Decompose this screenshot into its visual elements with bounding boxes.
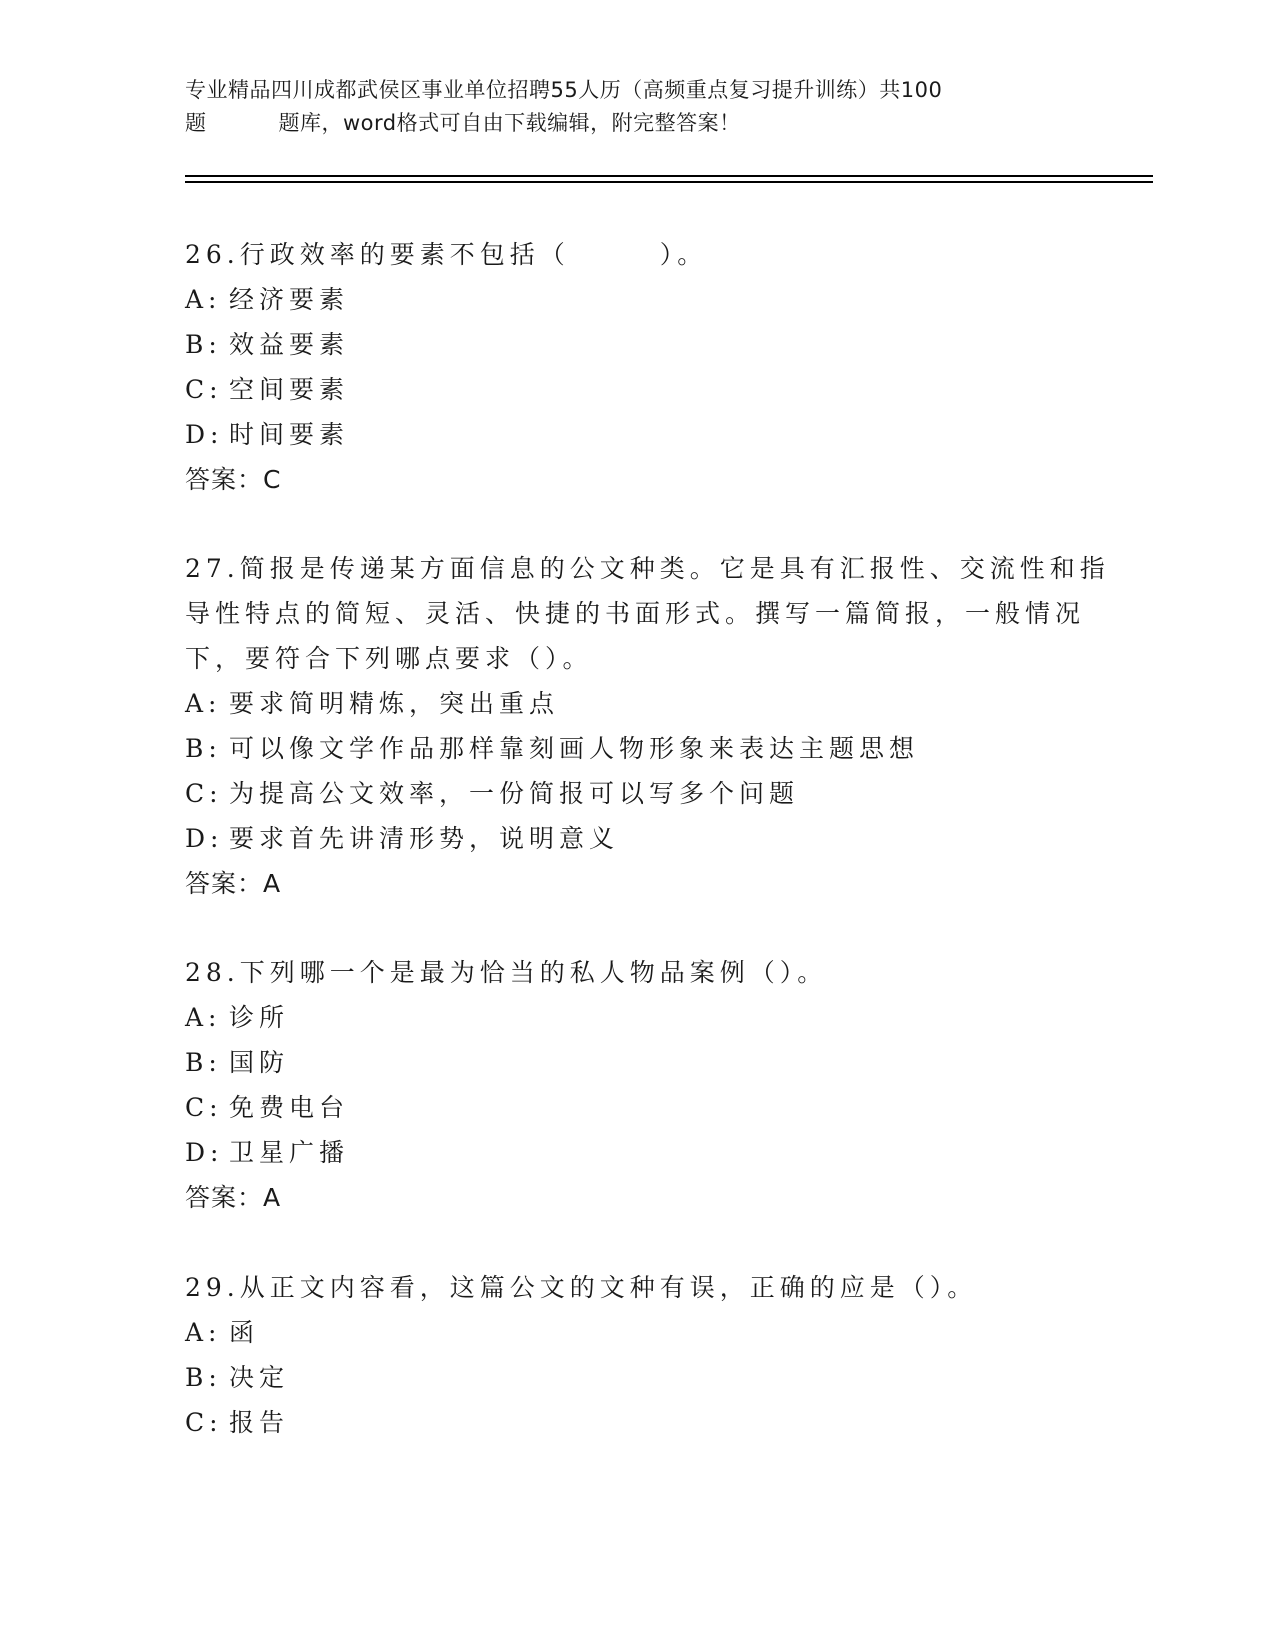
option-key: A: (185, 285, 222, 314)
question-26-stem: 26.行政效率的要素不包括（ ）。 (185, 240, 708, 269)
question-26-option-b (185, 322, 1085, 367)
option-text: 卫星广播 (229, 1138, 350, 1167)
option-key: C: (185, 779, 223, 808)
question-26-answer: 答案：C (185, 465, 282, 494)
question-28 (185, 950, 1085, 1220)
option-text: 国防 (229, 1048, 290, 1077)
option-text: 时间要素 (229, 420, 350, 449)
question-29 (185, 1265, 1085, 1445)
option-key: B: (185, 1363, 222, 1392)
question-28-option-c (185, 1085, 1085, 1130)
question-29-option-a (185, 1310, 1085, 1355)
option-key: C: (185, 1408, 223, 1437)
option-key: A: (185, 689, 222, 718)
option-key: A: (185, 1003, 222, 1032)
option-key: D: (185, 824, 224, 853)
question-27-stem-line-1: 27.简报是传递某方面信息的公文种类。它是具有汇报性、交流性和指 (185, 554, 1110, 583)
document-header (185, 74, 1085, 140)
option-text: 函 (229, 1318, 260, 1347)
option-key: A: (185, 1318, 222, 1347)
option-text: 空间要素 (229, 375, 350, 404)
option-text: 效益要素 (229, 330, 350, 359)
question-26-option-a (185, 277, 1085, 322)
option-key: C: (185, 1093, 223, 1122)
question-26-option-c (185, 367, 1085, 412)
header-divider-top (185, 175, 1153, 177)
option-text: 经济要素 (229, 285, 350, 314)
option-key: D: (185, 1138, 224, 1167)
question-28-answer: 答案：A (185, 1183, 282, 1212)
question-29-option-b (185, 1355, 1085, 1400)
question-27-answer: 答案：A (185, 869, 282, 898)
question-28-option-a (185, 995, 1085, 1040)
option-key: D: (185, 420, 224, 449)
question-28-option-d (185, 1130, 1085, 1175)
option-text: 可以像文学作品那样靠刻画人物形象来表达主题思想 (229, 734, 920, 763)
option-key: B: (185, 734, 222, 763)
option-text: 决定 (229, 1363, 290, 1392)
question-27 (185, 546, 1110, 906)
question-27-option-a (185, 681, 1085, 726)
question-28-option-b (185, 1040, 1085, 1085)
header-title-line-2 (185, 107, 1085, 140)
question-27-stem-line-2: 导性特点的简短、灵活、快捷的书面形式。撰写一篇简报，一般情况 (185, 599, 1086, 628)
question-27-option-c (185, 771, 1085, 816)
option-text: 为提高公文效率，一份简报可以写多个问题 (229, 779, 800, 808)
question-29-stem: 29.从正文内容看，这篇公文的文种有误，正确的应是（）。 (185, 1273, 978, 1302)
question-27-option-b (185, 726, 1085, 771)
option-key: B: (185, 1048, 222, 1077)
header-title-line-2-start: 题 (185, 111, 207, 135)
option-text: 报告 (229, 1408, 290, 1437)
option-text: 免费电台 (229, 1093, 350, 1122)
option-key: B: (185, 330, 222, 359)
question-29-option-c (185, 1400, 1085, 1445)
header-divider-bottom (185, 181, 1153, 183)
header-title-line-2-rest: 题库，word格式可自由下载编辑，附完整答案！ (278, 111, 741, 135)
header-title-line-1: 专业精品四川成都武侯区事业单位招聘55人历（高频重点复习提升训练）共100 (185, 78, 943, 102)
question-26-option-d (185, 412, 1085, 457)
option-text: 要求首先讲清形势，说明意义 (229, 824, 620, 853)
question-26 (185, 232, 1085, 502)
question-28-stem: 28.下列哪一个是最为恰当的私人物品案例（）。 (185, 958, 828, 987)
option-key: C: (185, 375, 223, 404)
question-27-stem-line-3: 下，要符合下列哪点要求（）。 (185, 644, 593, 673)
question-27-option-d (185, 816, 1085, 861)
option-text: 诊所 (229, 1003, 290, 1032)
option-text: 要求简明精炼，突出重点 (229, 689, 560, 718)
